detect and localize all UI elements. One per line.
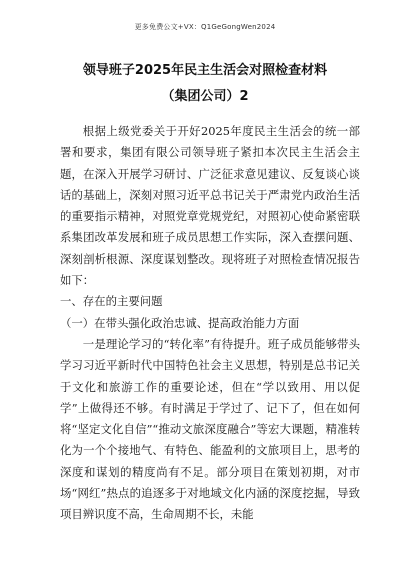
body-paragraph: 一是理论学习的“转化率”有待提升。班子成员能够带头学习习近平新时代中国特色社会主义思想，特别是总书记关于文化和旅游工作的重要论述，但在“学以致用、用以促学”上做得还不够。有时满足于学过了、记下了，但在如何将“坚定文化自信”“推动文旅深度融合”等宏大课题，精准转化为一个个接地气、有特色、能盈利的文旅项目上，思考的深度和谋划的精度尚有不足。部分项目在策划初期，对市场“网红”热点的追逐多于对地域文化内涵的深度挖掘，导致项目辨识度不高，生命周期不长，未能 (60, 336, 360, 522)
intro-paragraph: 根据上级党委关于开好2025年度民主生活会的统一部署和要求，集团有限公司领导班子紧扣本次民主生活会主题，在深入开展学习研讨、广泛征求意见建议、反复谈心谈话的基础上，深刻对照习近平总书记关于严肃党内政治生活的重要指示精神，对照党章党规党纪，对照初心使命紧密联系集团改革发展和班子成员思想工作实际，深入查摆问题、深刻剖析根源、深度谋划整改。现将班子对照检查情况报告如下： (60, 124, 360, 288)
subsection-heading: （一）在带头强化政治忠诚、提高政治能力方面 (60, 315, 300, 330)
section-heading: 一、存在的主要问题 (60, 294, 163, 309)
document-body (60, 121, 360, 526)
document-title: 领导班子2025年民主生活会对照检查材料（集团公司）2 (82, 63, 328, 104)
header-note: 更多免费公文+VX：Q1GeGongWen2024 (134, 23, 276, 31)
